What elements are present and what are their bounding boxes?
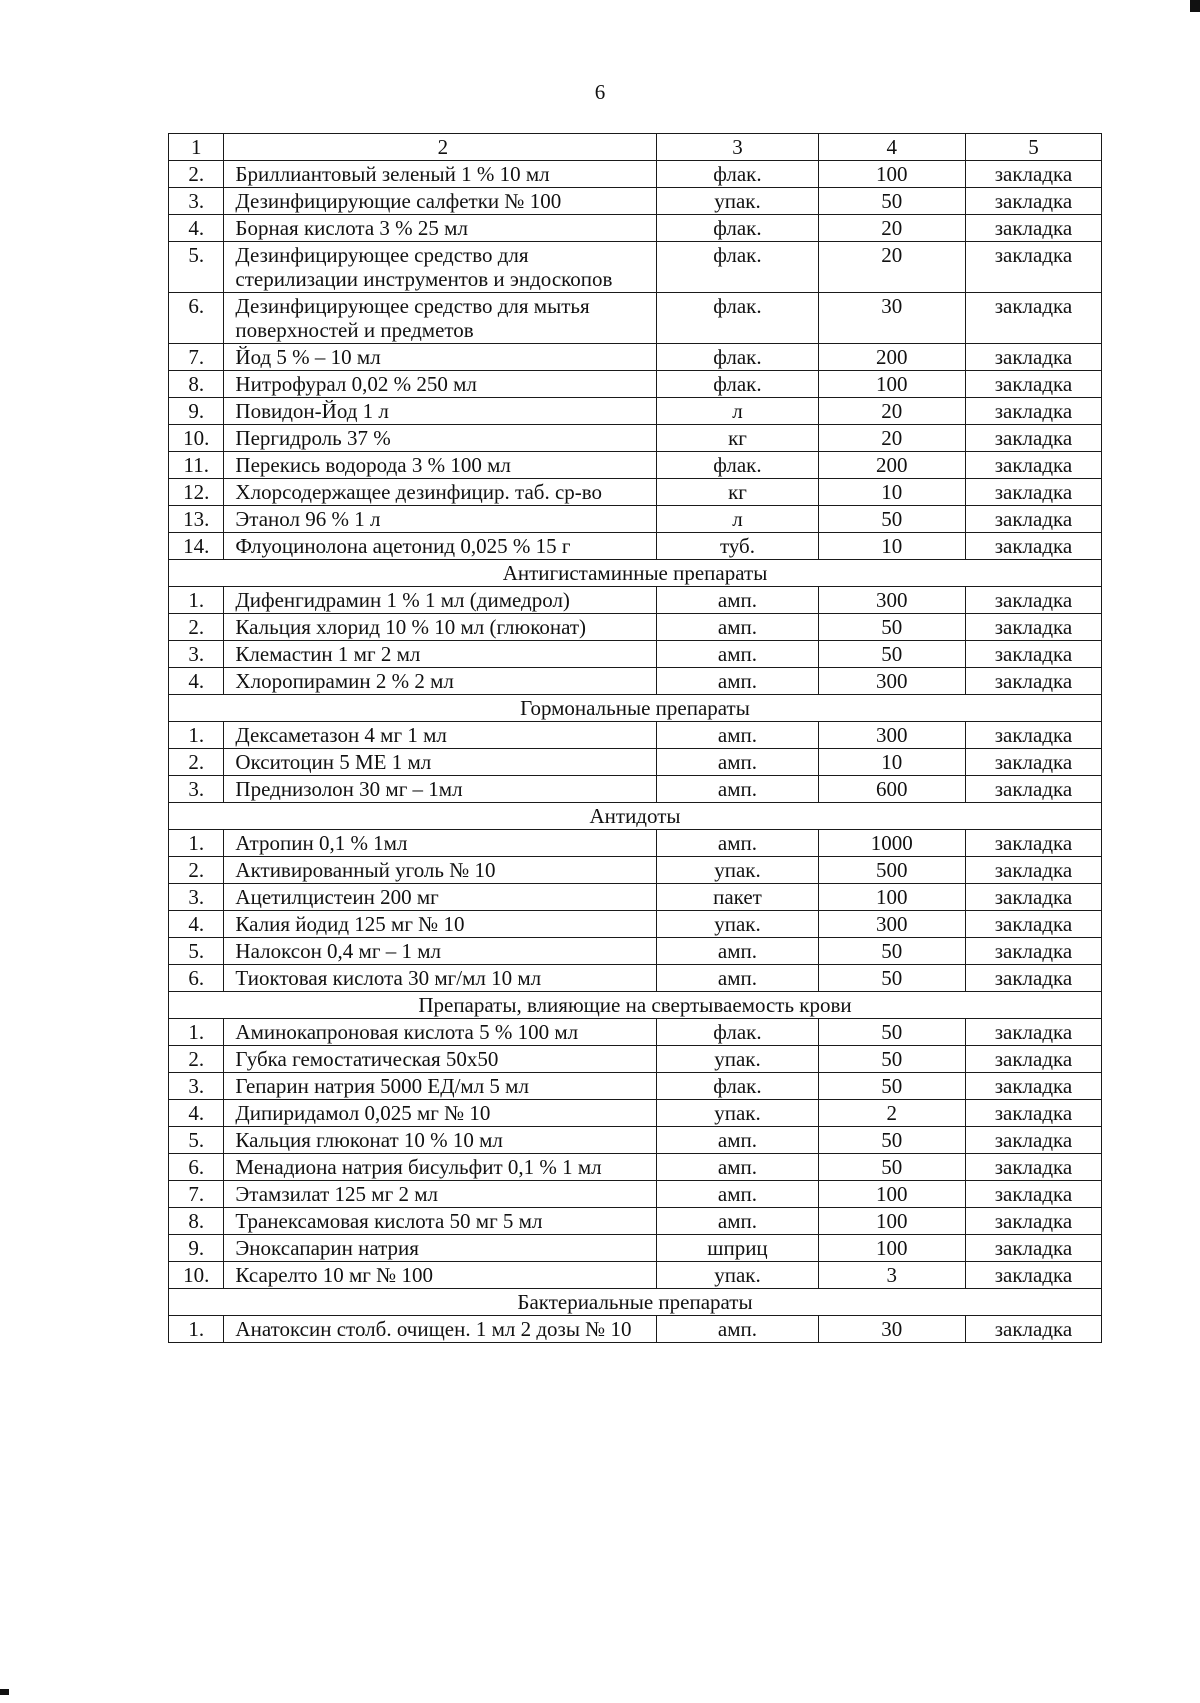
item-name: Кальция глюконат 10 % 10 мл [224,1127,657,1154]
item-number: 9. [169,398,224,425]
item-note: закладка [965,1019,1101,1046]
item-note: закладка [965,1181,1101,1208]
table-row [169,242,1102,293]
item-number: 10. [169,425,224,452]
item-quantity: 100 [818,1235,965,1262]
item-name: Дипиридамол 0,025 мг № 10 [224,1100,657,1127]
table-row [169,1208,1102,1235]
item-name: Гепарин натрия 5000 ЕД/мл 5 мл [224,1073,657,1100]
table-row [169,749,1102,776]
item-name: Эноксапарин натрия [224,1235,657,1262]
table-row [169,506,1102,533]
item-number: 3. [169,776,224,803]
item-quantity: 50 [818,1019,965,1046]
item-note: закладка [965,614,1101,641]
item-unit: амп. [657,1154,818,1181]
item-quantity: 20 [818,242,965,293]
item-quantity: 50 [818,938,965,965]
header-cell: 3 [657,134,818,161]
item-number: 6. [169,965,224,992]
item-number: 1. [169,1019,224,1046]
item-note: закладка [965,830,1101,857]
item-quantity: 300 [818,911,965,938]
item-number: 10. [169,1262,224,1289]
table-row [169,533,1102,560]
table-row [169,884,1102,911]
item-note: закладка [965,1127,1101,1154]
item-number: 4. [169,215,224,242]
item-note: закладка [965,857,1101,884]
item-note: закладка [965,749,1101,776]
item-quantity: 50 [818,1154,965,1181]
item-number: 9. [169,1235,224,1262]
item-number: 1. [169,587,224,614]
item-unit: упак. [657,1262,818,1289]
item-quantity: 100 [818,1181,965,1208]
item-name: Дексаметазон 4 мг 1 мл [224,722,657,749]
item-name: Бриллиантовый зеленый 1 % 10 мл [224,161,657,188]
table-row [169,1262,1102,1289]
table-row [169,938,1102,965]
table-row [169,722,1102,749]
item-unit: амп. [657,938,818,965]
item-name: Ацетилцистеин 200 мг [224,884,657,911]
item-name: Дезинфицирующее средство для мытья поверхностей и предметов [224,293,657,344]
item-name: Дезинфицирующее средство для стерилизации инструментов и эндоскопов [224,242,657,293]
item-number: 2. [169,161,224,188]
item-note: закладка [965,776,1101,803]
item-note: закладка [965,668,1101,695]
item-unit: флак. [657,293,818,344]
item-number: 7. [169,1181,224,1208]
item-note: закладка [965,479,1101,506]
section-title: Гормональные препараты [169,695,1102,722]
table-header-row [169,134,1102,161]
table-row [169,614,1102,641]
item-quantity: 50 [818,641,965,668]
item-unit: шприц [657,1235,818,1262]
table-row [169,161,1102,188]
item-number: 14. [169,533,224,560]
section-title: Антигистаминные препараты [169,560,1102,587]
item-unit: амп. [657,749,818,776]
item-unit: упак. [657,857,818,884]
item-number: 2. [169,1046,224,1073]
item-note: закладка [965,1073,1101,1100]
item-unit: амп. [657,614,818,641]
header-cell: 5 [965,134,1101,161]
item-note: закладка [965,1208,1101,1235]
item-quantity: 1000 [818,830,965,857]
item-note: закладка [965,161,1101,188]
item-quantity: 10 [818,479,965,506]
header-cell: 1 [169,134,224,161]
item-unit: амп. [657,1181,818,1208]
item-note: закладка [965,398,1101,425]
item-number: 3. [169,884,224,911]
section-row [169,560,1102,587]
item-quantity: 50 [818,1046,965,1073]
item-unit: кг [657,479,818,506]
item-unit: упак. [657,1046,818,1073]
item-unit: амп. [657,641,818,668]
item-quantity: 100 [818,161,965,188]
item-quantity: 20 [818,398,965,425]
item-quantity: 50 [818,1073,965,1100]
section-title: Бактериальные препараты [169,1289,1102,1316]
item-note: закладка [965,215,1101,242]
item-name: Этамзилат 125 мг 2 мл [224,1181,657,1208]
table-row [169,587,1102,614]
item-note: закладка [965,506,1101,533]
item-number: 1. [169,722,224,749]
item-quantity: 200 [818,452,965,479]
item-unit: флак. [657,215,818,242]
item-quantity: 50 [818,614,965,641]
table-row [169,1127,1102,1154]
item-name: Ксарелто 10 мг № 100 [224,1262,657,1289]
item-unit: флак. [657,161,818,188]
medications-table [168,133,1102,1343]
item-unit: амп. [657,587,818,614]
item-number: 2. [169,749,224,776]
item-unit: амп. [657,1208,818,1235]
item-name: Хлорсодержащее дезинфицир. таб. ср-во [224,479,657,506]
item-name: Окситоцин 5 МЕ 1 мл [224,749,657,776]
item-number: 3. [169,641,224,668]
item-quantity: 50 [818,1127,965,1154]
item-name: Нитрофурал 0,02 % 250 мл [224,371,657,398]
item-quantity: 30 [818,293,965,344]
table-row [169,188,1102,215]
item-number: 1. [169,1316,224,1343]
item-note: закладка [965,965,1101,992]
section-row [169,803,1102,830]
item-number: 5. [169,242,224,293]
table-row [169,641,1102,668]
table-row [169,911,1102,938]
item-quantity: 100 [818,1208,965,1235]
item-name: Преднизолон 30 мг – 1мл [224,776,657,803]
item-number: 2. [169,857,224,884]
page-number: 6 [594,80,606,104]
table-row [169,1316,1102,1343]
item-quantity: 20 [818,425,965,452]
item-note: закладка [965,1262,1101,1289]
item-name: Налоксон 0,4 мг – 1 мл [224,938,657,965]
item-name: Дифенгидрамин 1 % 1 мл (димедрол) [224,587,657,614]
table-row [169,1100,1102,1127]
table-row [169,344,1102,371]
section-row [169,1289,1102,1316]
item-number: 11. [169,452,224,479]
section-title: Препараты, влияющие на свертываемость крови [169,992,1102,1019]
item-quantity: 300 [818,587,965,614]
item-number: 12. [169,479,224,506]
item-name: Транексамовая кислота 50 мг 5 мл [224,1208,657,1235]
item-note: закладка [965,371,1101,398]
item-quantity: 50 [818,188,965,215]
table-row [169,371,1102,398]
item-unit: амп. [657,1127,818,1154]
item-note: закладка [965,344,1101,371]
item-note: закладка [965,188,1101,215]
item-unit: флак. [657,242,818,293]
item-unit: флак. [657,452,818,479]
table-body [169,134,1102,1343]
item-unit: флак. [657,1019,818,1046]
item-number: 7. [169,344,224,371]
item-note: закладка [965,911,1101,938]
item-name: Тиоктовая кислота 30 мг/мл 10 мл [224,965,657,992]
item-name: Клемастин 1 мг 2 мл [224,641,657,668]
item-number: 4. [169,668,224,695]
item-unit: амп. [657,776,818,803]
table-row [169,668,1102,695]
item-unit: пакет [657,884,818,911]
item-number: 1. [169,830,224,857]
item-number: 5. [169,938,224,965]
item-note: закладка [965,293,1101,344]
item-note: закладка [965,938,1101,965]
item-number: 2. [169,614,224,641]
table-row [169,215,1102,242]
item-quantity: 50 [818,965,965,992]
item-quantity: 10 [818,749,965,776]
item-note: закладка [965,884,1101,911]
item-note: закладка [965,425,1101,452]
item-name: Флуоцинолона ацетонид 0,025 % 15 г [224,533,657,560]
item-note: закладка [965,452,1101,479]
item-unit: амп. [657,965,818,992]
header-cell: 2 [224,134,657,161]
table-row [169,830,1102,857]
item-number: 4. [169,911,224,938]
table-row [169,1154,1102,1181]
table-row [169,1019,1102,1046]
item-name: Губка гемостатическая 50х50 [224,1046,657,1073]
table-row [169,452,1102,479]
item-unit: амп. [657,830,818,857]
item-name: Йод 5 % – 10 мл [224,344,657,371]
table-row [169,293,1102,344]
item-unit: амп. [657,722,818,749]
item-note: закладка [965,722,1101,749]
item-unit: упак. [657,911,818,938]
item-name: Хлоропирамин 2 % 2 мл [224,668,657,695]
item-number: 3. [169,1073,224,1100]
table-row [169,398,1102,425]
item-unit: туб. [657,533,818,560]
item-unit: упак. [657,1100,818,1127]
item-name: Кальция хлорид 10 % 10 мл (глюконат) [224,614,657,641]
item-number: 4. [169,1100,224,1127]
table-row [169,479,1102,506]
item-name: Атропин 0,1 % 1мл [224,830,657,857]
item-number: 6. [169,1154,224,1181]
item-name: Активированный уголь № 10 [224,857,657,884]
item-unit: флак. [657,344,818,371]
item-unit: флак. [657,371,818,398]
table-row [169,1073,1102,1100]
scan-corner-mark [1190,0,1200,12]
item-quantity: 2 [818,1100,965,1127]
item-note: закладка [965,1046,1101,1073]
item-quantity: 500 [818,857,965,884]
section-row [169,992,1102,1019]
item-name: Калия йодид 125 мг № 10 [224,911,657,938]
table-row [169,1046,1102,1073]
item-name: Аминокапроновая кислота 5 % 100 мл [224,1019,657,1046]
item-quantity: 300 [818,668,965,695]
item-quantity: 300 [818,722,965,749]
item-unit: упак. [657,188,818,215]
item-number: 6. [169,293,224,344]
item-unit: амп. [657,1316,818,1343]
item-name: Пергидроль 37 % [224,425,657,452]
section-title: Антидоты [169,803,1102,830]
item-number: 3. [169,188,224,215]
item-quantity: 3 [818,1262,965,1289]
item-quantity: 10 [818,533,965,560]
item-unit: флак. [657,1073,818,1100]
table-row [169,1235,1102,1262]
item-quantity: 30 [818,1316,965,1343]
item-name: Менадиона натрия бисульфит 0,1 % 1 мл [224,1154,657,1181]
item-note: закладка [965,1100,1101,1127]
table-row [169,776,1102,803]
item-unit: л [657,398,818,425]
table-row [169,1181,1102,1208]
table-row [169,425,1102,452]
item-name: Перекись водорода 3 % 100 мл [224,452,657,479]
item-number: 8. [169,371,224,398]
item-number: 8. [169,1208,224,1235]
item-note: закладка [965,242,1101,293]
item-number: 13. [169,506,224,533]
item-quantity: 100 [818,371,965,398]
item-quantity: 100 [818,884,965,911]
item-note: закладка [965,641,1101,668]
item-name: Дезинфицирующие салфетки № 100 [224,188,657,215]
item-note: закладка [965,1316,1101,1343]
item-name: Борная кислота 3 % 25 мл [224,215,657,242]
item-unit: л [657,506,818,533]
table-row [169,857,1102,884]
item-number: 5. [169,1127,224,1154]
item-name: Повидон-Йод 1 л [224,398,657,425]
item-quantity: 50 [818,506,965,533]
table-row [169,965,1102,992]
item-note: закладка [965,1235,1101,1262]
item-note: закладка [965,1154,1101,1181]
item-quantity: 600 [818,776,965,803]
item-quantity: 200 [818,344,965,371]
item-unit: амп. [657,668,818,695]
item-quantity: 20 [818,215,965,242]
header-cell: 4 [818,134,965,161]
item-unit: кг [657,425,818,452]
section-row [169,695,1102,722]
scan-corner-mark [0,1689,9,1695]
item-name: Анатоксин столб. очищен. 1 мл 2 дозы № 10 [224,1316,657,1343]
item-note: закладка [965,587,1101,614]
item-note: закладка [965,533,1101,560]
item-name: Этанол 96 % 1 л [224,506,657,533]
